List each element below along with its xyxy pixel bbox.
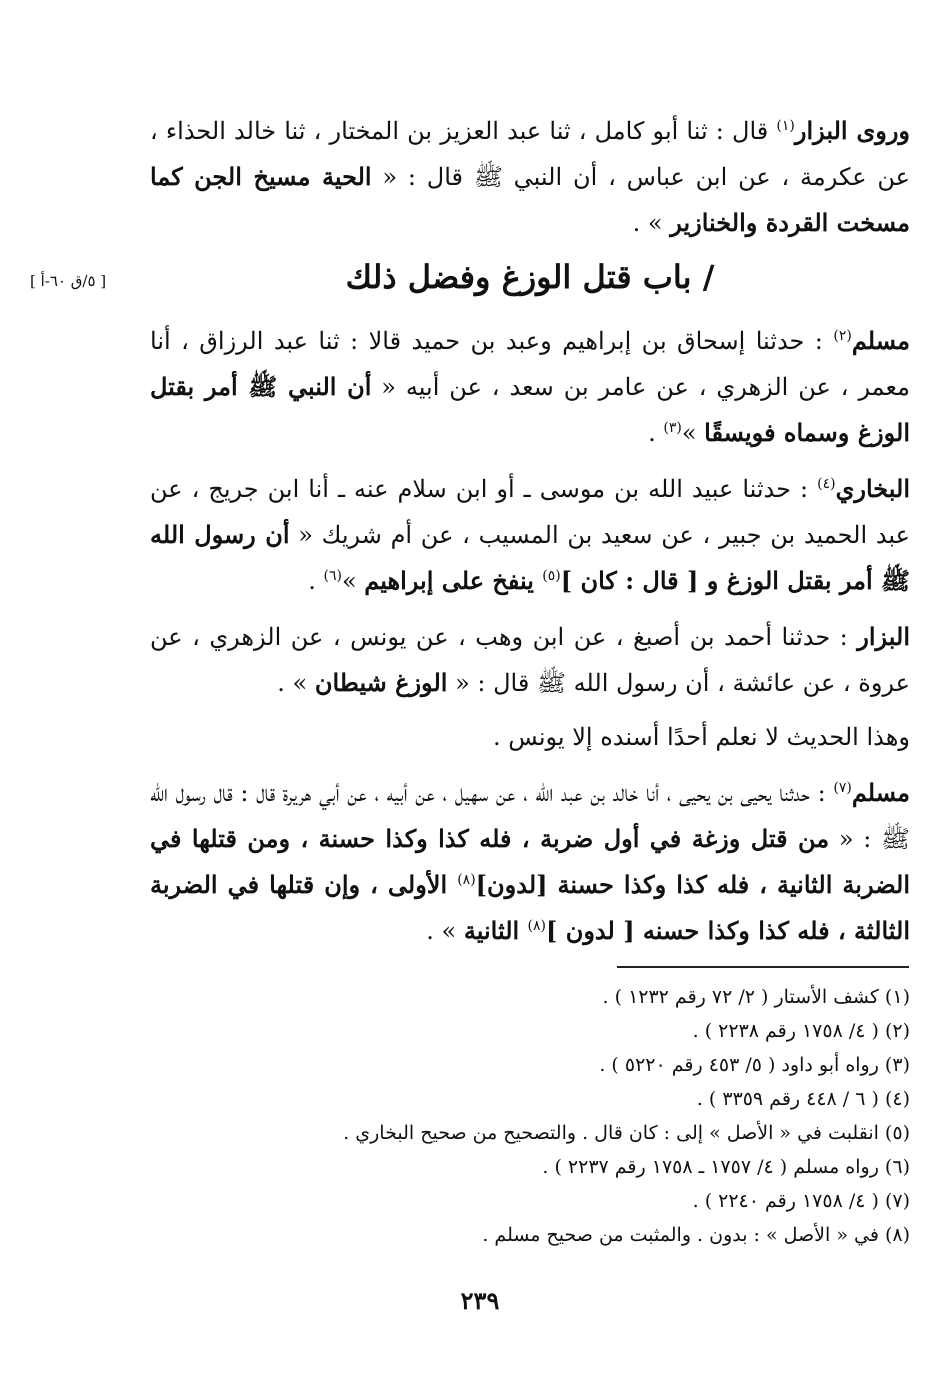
paragraph-bazzar-snake: [150, 108, 910, 246]
hadith-text: أن النبي ﷺ أمر بقتل الوزغ وسماه فويسقًا: [150, 372, 910, 447]
hadith-text: أن رسول الله ﷺ أمر بقتل الوزغ و [ قال : كان ]: [150, 520, 910, 595]
hadith-text: من قتل وزغة في أول ضربة ، فله كذا وكذا حسنة ، ومن قتلها في الضربة الثانية ، فله كذا وكذا حسنة [لدون]: [150, 824, 910, 899]
footnote-item: (٧) ( ٤/ ١٧٥٨ رقم ٢٢٤٠ ) .: [692, 1190, 910, 1212]
footnote-item: (٤) ( ٦ / ٤٤٨ رقم ٣٣٥٩ ) .: [696, 1088, 910, 1110]
comment-text: وهذا الحديث لا نعلم أحدًا أسنده إلا يونس .: [492, 723, 910, 751]
isnad-text: : حدثنا إسحاق بن إبراهيم وعبد بن حميد قالا : ثنا عبد الرزاق ، أنا معمر ، عن الزهري ، عن عامر بن سعد ، عن أبيه «: [150, 327, 910, 401]
isnad-text: : حدثنا عبيد الله بن موسى ـ أو ابن سلام عنه ـ أنا ابن جريج ، عن عبد الحميد بن جبير ، عن سعيد بن المسيب ، عن أم شريك «: [150, 475, 910, 549]
footnote-ref: (١): [776, 118, 795, 134]
footnote-ref: (٣): [663, 420, 682, 436]
manuscript-folio-note: [ ٥/ق ٦٠-أ ]: [30, 272, 107, 290]
closing-quote: »: [341, 567, 365, 595]
source-name: مسلم: [851, 326, 910, 355]
paragraph-muslim-gecko: [150, 318, 910, 456]
hadith-text-cont: ينفخ على إبراهيم: [364, 566, 543, 595]
closing-quote: » .: [277, 669, 315, 697]
footnote-ref: (٦): [323, 568, 342, 584]
source-name: وروى البزار: [794, 116, 911, 145]
closing-dot: .: [648, 419, 664, 447]
closing-quote: »: [681, 419, 705, 447]
isnad-text: : حدثنا يحيى بن يحيى ، أنا خالد بن عبد الله ، عن سهيل ، عن أبيه ، عن أبي هريرة قال : قال رسول الله ﷺ : «: [150, 779, 910, 853]
footnote-item: (٥) انقلبت في « الأصل » إلى : كان قال . والتصحيح من صحيح البخاري .: [343, 1122, 910, 1144]
paragraph-bukhari-gecko: [150, 466, 910, 604]
source-name: مسلم: [851, 778, 910, 807]
footnote-ref: (٤): [817, 476, 836, 492]
hadith-text-end: الثانية: [463, 916, 528, 945]
hadith-text: الوزغ شيطان: [314, 668, 448, 697]
footnote-item: (١) كشف الأستار ( ٢/ ٧٢ رقم ١٢٣٢ ) .: [602, 986, 910, 1008]
chapter-heading: / باب قتل الوزغ وفضل ذلك: [345, 258, 715, 296]
isnad-text: قال : ثنا أبو كامل ، ثنا عبد العزيز بن المختار ، ثنا خالد الحذاء ، عن عكرمة ، عن ابن عباس ، أن النبي ﷺ قال : «: [150, 117, 910, 191]
footnote-item: (٣) رواه أبو داود ( ٥/ ٤٥٣ رقم ٥٢٢٠ ) .: [599, 1054, 910, 1076]
closing-quote: » .: [632, 209, 671, 237]
footnotes: [200, 980, 910, 1252]
footnote-ref: (٧): [833, 780, 852, 796]
paragraph-comment: [150, 714, 910, 760]
footnote-ref: (٥): [542, 568, 561, 584]
footnote-ref: (٢): [833, 328, 852, 344]
footnote-item: (٦) رواه مسلم ( ٤/ ١٧٥٧ ـ ١٧٥٨ رقم ٢٢٣٧ ) .: [542, 1156, 910, 1178]
hadith-text-cont: الأولى ، وإن قتلها في الضربة الثالثة ، فله كذا وكذا حسنه [ لدون ]: [150, 870, 910, 945]
source-name: البخاري: [835, 474, 910, 503]
footnote-divider: [617, 966, 909, 968]
hadith-text: الحية مسيخ الجن كما مسخت القردة والخنازير: [150, 162, 910, 237]
source-name: البزار: [857, 622, 910, 651]
page-number: ٢٣٩: [460, 1286, 500, 1315]
paragraph-muslim-reward: [150, 770, 910, 954]
isnad-text: : حدثنا أحمد بن أصبغ ، عن ابن وهب ، عن يونس ، عن الزهري ، عن عروة ، عن عائشة ، أن رسول الله ﷺ قال : «: [150, 623, 910, 697]
footnote-item: (٨) في « الأصل » : بدون . والمثبت من صحيح مسلم .: [482, 1224, 910, 1246]
footnote-item: (٢) ( ٤/ ١٧٥٨ رقم ٢٢٣٨ ) .: [692, 1020, 910, 1042]
closing-quote: » .: [426, 917, 464, 945]
footnote-ref: (٨): [527, 918, 546, 934]
closing-dot: .: [308, 567, 324, 595]
footnote-ref: (٨): [457, 872, 476, 888]
paragraph-bazzar-gecko: [150, 614, 910, 706]
